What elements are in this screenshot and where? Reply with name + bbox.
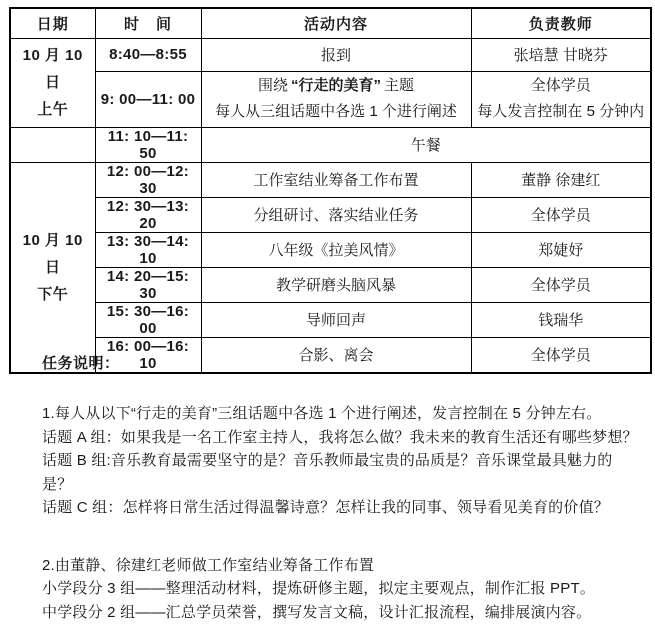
teacher-cell: 董静 徐建红 [471,162,651,197]
note-line: 小学段分 3 组——整理活动材料，提炼研修主题，拟定主要观点，制作汇报 PPT。 [42,577,642,601]
time-cell: 8:40—8:55 [95,38,201,71]
header-time: 时 间 [95,8,201,38]
teacher-line2: 每人发言控制在 5 分钟内 [474,99,649,125]
period-text: 下午 [13,281,93,308]
table-row [10,232,651,267]
activity-cell [201,71,471,127]
date-text: 10 月 10 日 [13,42,93,96]
note-line: 话题 C 组：怎样将日常生活过得温馨诗意？怎样让我的同事、领导看见美育的价值？ [42,496,642,520]
teacher-cell [471,71,651,127]
note-line: 中学段分 2 组——汇总学员荣誉，撰写发言文稿，设计汇报流程，编排展演内容。 [42,601,642,624]
time-cell: 11: 10—11: 50 [95,127,201,162]
schedule-table [9,7,652,374]
note-line: 话题 A 组：如果我是一名工作室主持人，我将怎么做？我未来的教育生活还有哪些梦想？ [42,426,642,450]
time-cell: 9: 00—11: 00 [95,71,201,127]
date-text: 10 月 10 日 [13,227,93,281]
table-row [10,267,651,302]
activity-cell: 分组研讨、落实结业任务 [201,197,471,232]
activity-cell: 合影、离会 [201,337,471,373]
note-line: 话题 B 组:音乐教育最需要坚守的是？音乐教师最宝贵的品质是？音乐课堂最具魅力的是？ [42,449,642,496]
activity-cell: 报到 [201,38,471,71]
header-date: 日期 [10,8,95,38]
time-cell: 12: 00—12: 30 [95,162,201,197]
teacher-cell: 全体学员 [471,337,651,373]
table-row [10,162,651,197]
table-header-row [10,8,651,38]
activity-line1 [204,73,469,99]
time-cell: 16: 00—16: 10 [95,337,201,373]
note-line: 1.每人从以下“行走的美育”三组话题中各选 1 个进行阐述，发言控制在 5 分钟左右。 [42,402,642,426]
activity-cell: 教学研磨头脑风暴 [201,267,471,302]
table-row [10,197,651,232]
activity-theme-bold: “行走的美育” [291,77,381,94]
table-row [10,302,651,337]
teacher-cell: 张培慧 甘晓芬 [471,38,651,71]
time-cell: 12: 30—13: 20 [95,197,201,232]
time-cell: 13: 30—14: 10 [95,232,201,267]
period-text: 上午 [13,96,93,123]
activity-cell: 八年级《拉美风情》 [201,232,471,267]
table-row [10,71,651,127]
header-teacher: 负责教师 [471,8,651,38]
activity-line2: 每人从三组话题中各选 1 个进行阐述 [204,99,469,125]
activity-cell: 导师回声 [201,302,471,337]
note-line: 2.由董静、徐建红老师做工作室结业筹备工作布置 [42,554,642,578]
teacher-cell: 郑婕妤 [471,232,651,267]
activity-cell: 工作室结业筹备工作布置 [201,162,471,197]
teacher-cell: 全体学员 [471,197,651,232]
notes-title: 任务说明： [42,352,642,375]
header-activity: 活动内容 [201,8,471,38]
table-row [10,38,651,71]
date-cell-morning [10,38,95,127]
date-cell-empty [10,127,95,162]
activity-cell-lunch: 午餐 [201,127,651,162]
teacher-cell: 全体学员 [471,267,651,302]
table-row [10,127,651,162]
time-cell: 15: 30—16: 00 [95,302,201,337]
teacher-cell: 钱瑞华 [471,302,651,337]
paragraph-gap [42,520,642,554]
date-cell-afternoon [10,162,95,373]
time-cell: 14: 20—15: 30 [95,267,201,302]
activity-text: 主题 [384,77,414,94]
teacher-line1: 全体学员 [474,73,649,99]
task-notes-section [42,352,642,624]
activity-text: 围绕 [258,77,288,94]
